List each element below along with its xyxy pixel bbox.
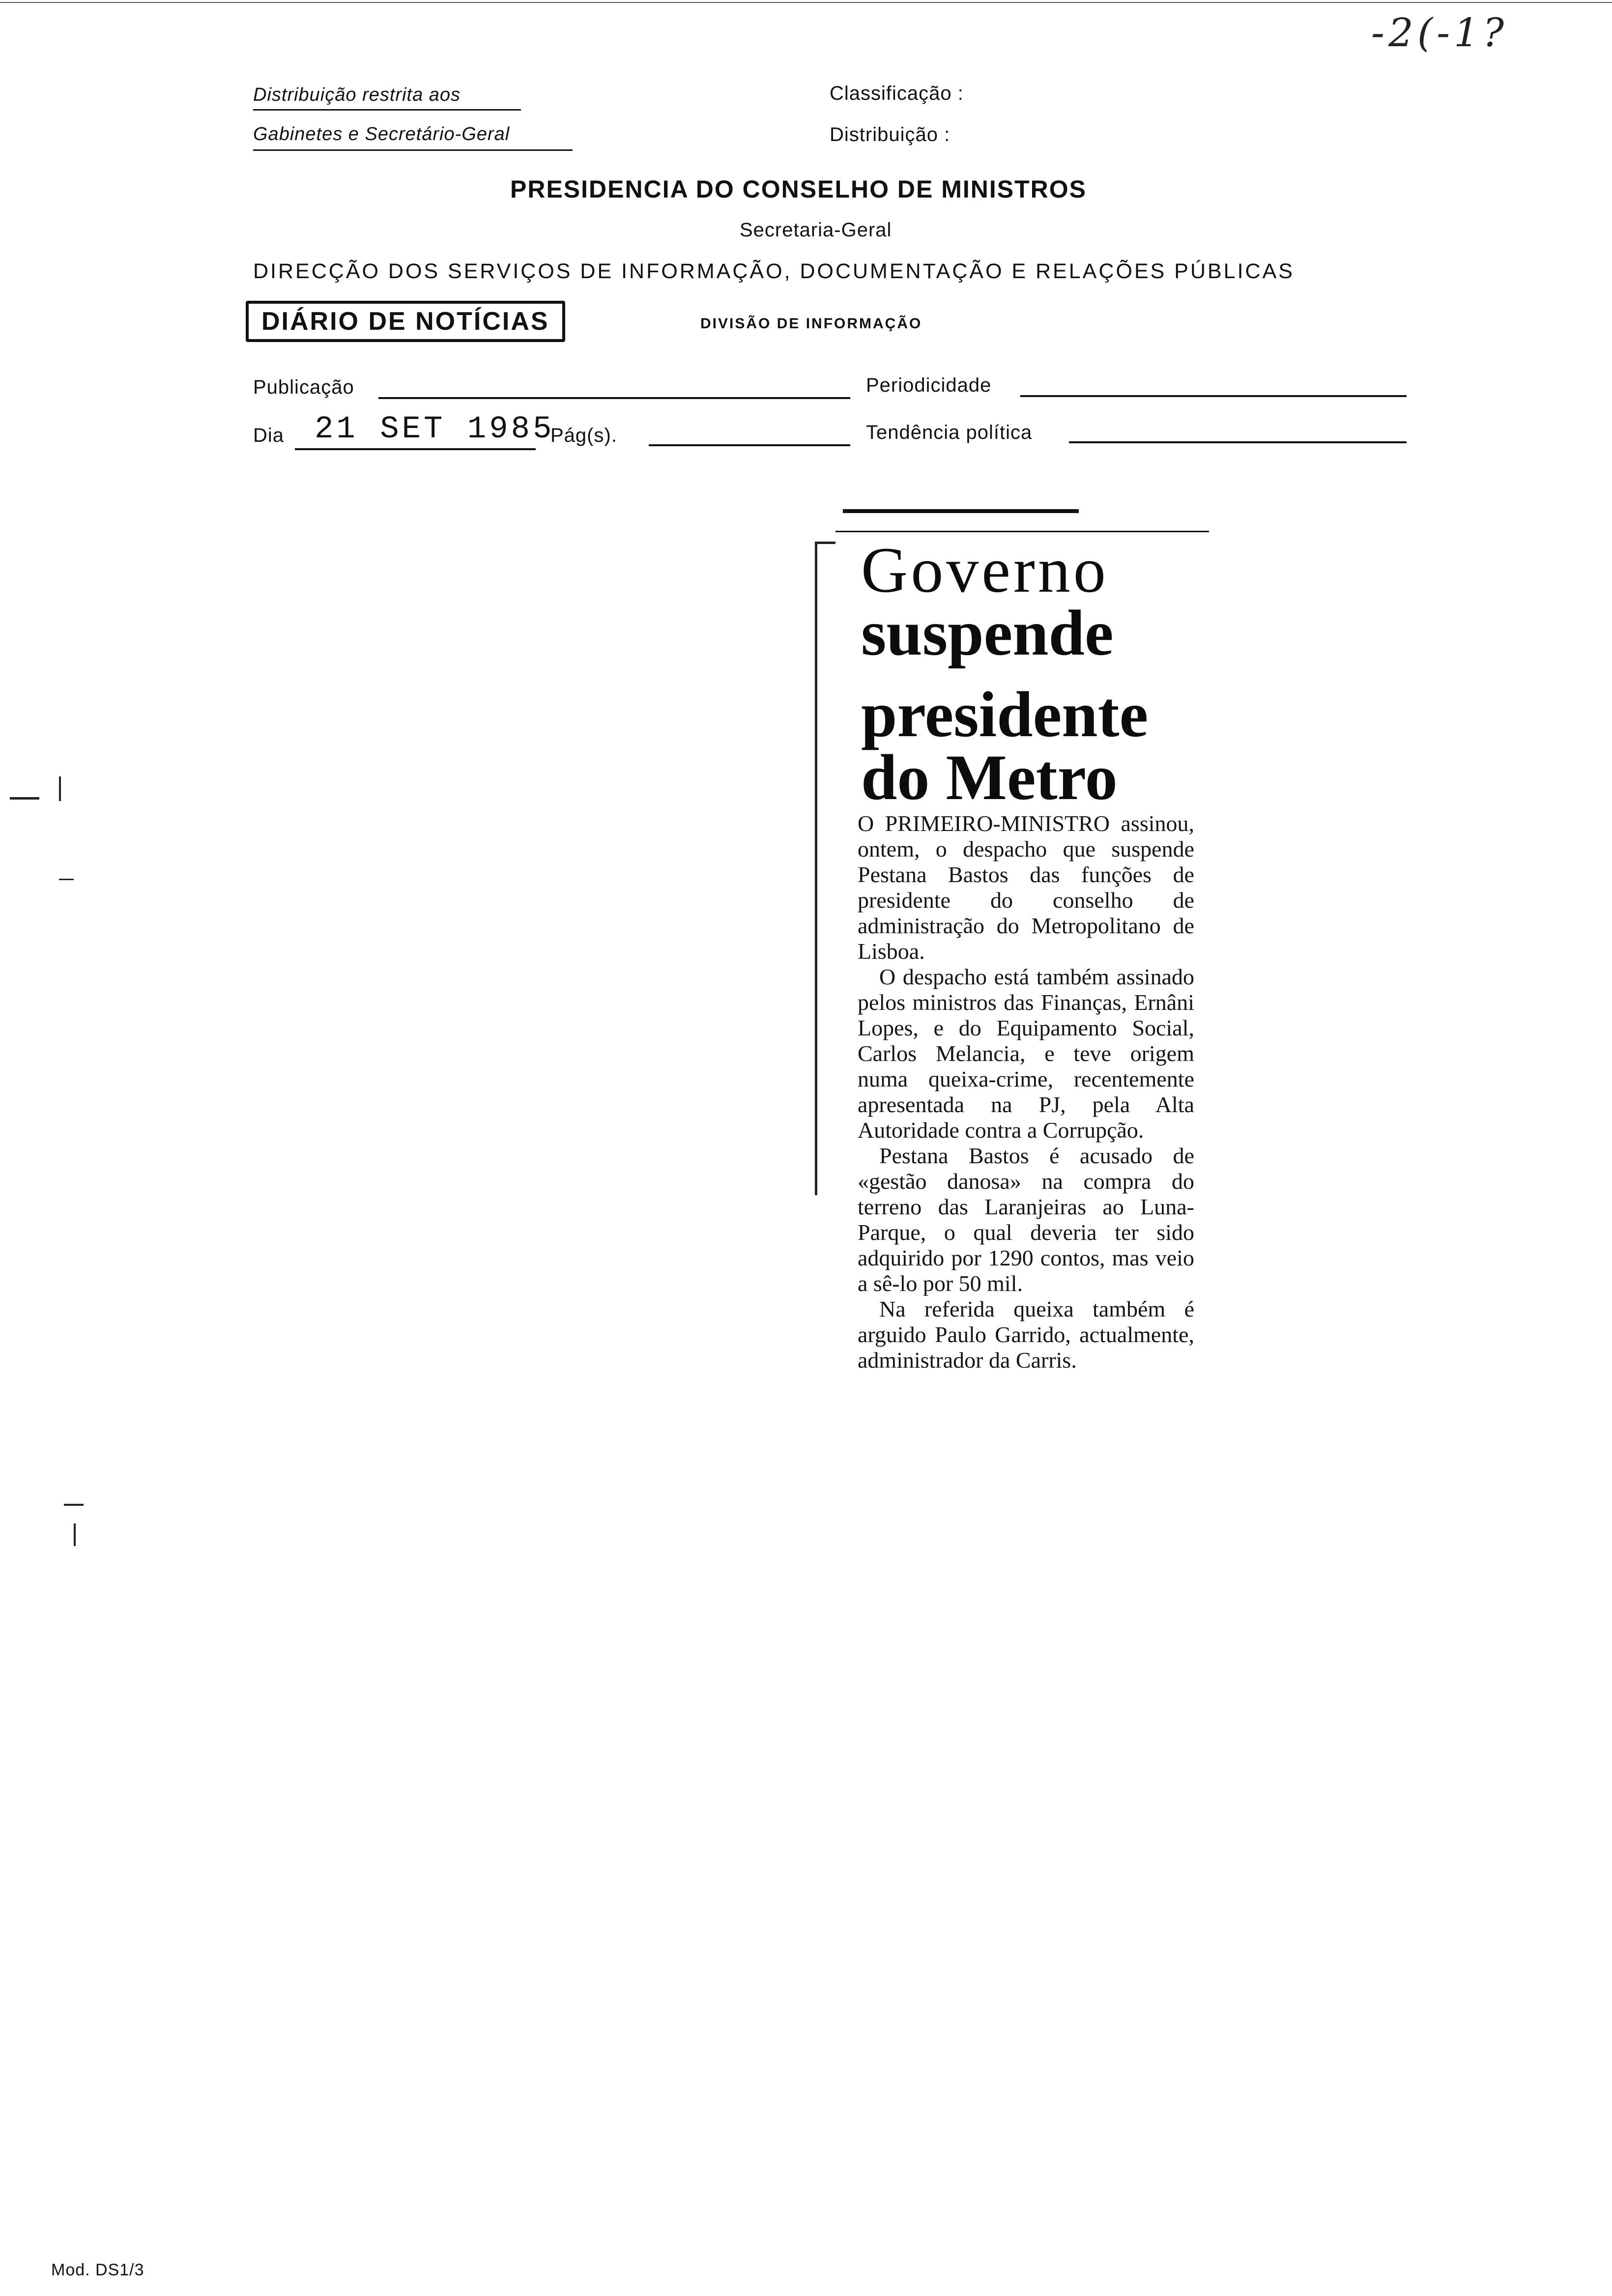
punch-mark bbox=[59, 776, 61, 801]
article-paragraph: Pestana Bastos é acusado de «gestão danosa» na compra do terreno das Laranjeiras ao Luna-Parque, o qual deveria ter sido adquirido por 1290 contos, mas veio a sê-lo por 50 mil. bbox=[858, 1143, 1194, 1296]
periodicidade-field-line bbox=[1020, 395, 1407, 397]
institution-title: PRESIDENCIA DO CONSELHO DE MINISTROS bbox=[510, 175, 1087, 203]
institution-subtitle: Secretaria-Geral bbox=[740, 219, 892, 241]
publicacao-field-line bbox=[378, 397, 850, 399]
distribution-notice-underline1 bbox=[253, 109, 521, 111]
classificacao-label: Classificação : bbox=[830, 83, 964, 104]
distribution-notice-underline2 bbox=[253, 149, 573, 151]
dia-value: 21 SET 1985 bbox=[315, 412, 555, 447]
clipping-left-edge bbox=[815, 542, 817, 1195]
dia-label: Dia bbox=[253, 425, 285, 446]
distribution-notice-line2: Gabinetes e Secretário-Geral bbox=[253, 124, 510, 144]
form-code: Mod. DS1/3 bbox=[51, 2261, 144, 2279]
article-paragraph: O despacho está também assinado pelos ministros das Finanças, Ernâni Lopes, e do Equipamento Social, Carlos Melancia, e teve origem numa queixa-crime, recentemente apresentada na PJ, pela Alta Autoridade contra a Corrupção. bbox=[858, 964, 1194, 1143]
tendencia-label: Tendência política bbox=[866, 422, 1033, 443]
pags-field-line bbox=[649, 444, 850, 446]
punch-mark bbox=[74, 1523, 76, 1546]
article-paragraph: Na referida queixa também é arguido Paulo Garrido, actualmente, administrador da Carris. bbox=[858, 1296, 1194, 1373]
pags-label: Pág(s). bbox=[550, 425, 617, 446]
punch-mark bbox=[59, 879, 74, 880]
department-name: DIRECÇÃO DOS SERVIÇOS DE INFORMAÇÃO, DOCUMENTAÇÃO E RELAÇÕES PÚBLICAS bbox=[253, 259, 1295, 283]
article-paragraph: O PRIMEIRO-MINISTRO assinou, ontem, o despacho que suspende Pestana Bastos das funções de presidente do conselho de administração do Metropolitano de Lisboa. bbox=[858, 811, 1194, 964]
tendencia-field-line bbox=[1069, 441, 1407, 443]
distribuicao-label: Distribuição : bbox=[830, 124, 950, 145]
clipping-left-tick bbox=[816, 542, 835, 544]
article-body bbox=[858, 811, 1194, 1373]
publication-stamp: DIÁRIO DE NOTÍCIAS bbox=[246, 301, 565, 342]
dia-field-line bbox=[295, 448, 536, 450]
periodicidade-label: Periodicidade bbox=[866, 374, 992, 396]
punch-mark bbox=[10, 797, 39, 800]
clipping-top-rule-thin bbox=[835, 531, 1209, 532]
headline-line-1: Governo bbox=[861, 534, 1109, 606]
division-name: DIVISÃO DE INFORMAÇÃO bbox=[700, 316, 922, 332]
punch-mark bbox=[64, 1504, 84, 1506]
article-headline bbox=[861, 534, 1235, 813]
handwritten-note: -2(-1? bbox=[1371, 10, 1508, 56]
clipping-top-rule-thick bbox=[843, 509, 1079, 513]
headline-line-3: presidente bbox=[861, 678, 1149, 750]
distribution-notice-line1: Distribuição restrita aos bbox=[253, 85, 461, 105]
headline-line-2: suspende bbox=[861, 597, 1114, 669]
scan-top-border bbox=[0, 2, 1612, 3]
publicacao-label: Publicação bbox=[253, 376, 354, 398]
headline-line-4: do Metro bbox=[861, 741, 1118, 813]
